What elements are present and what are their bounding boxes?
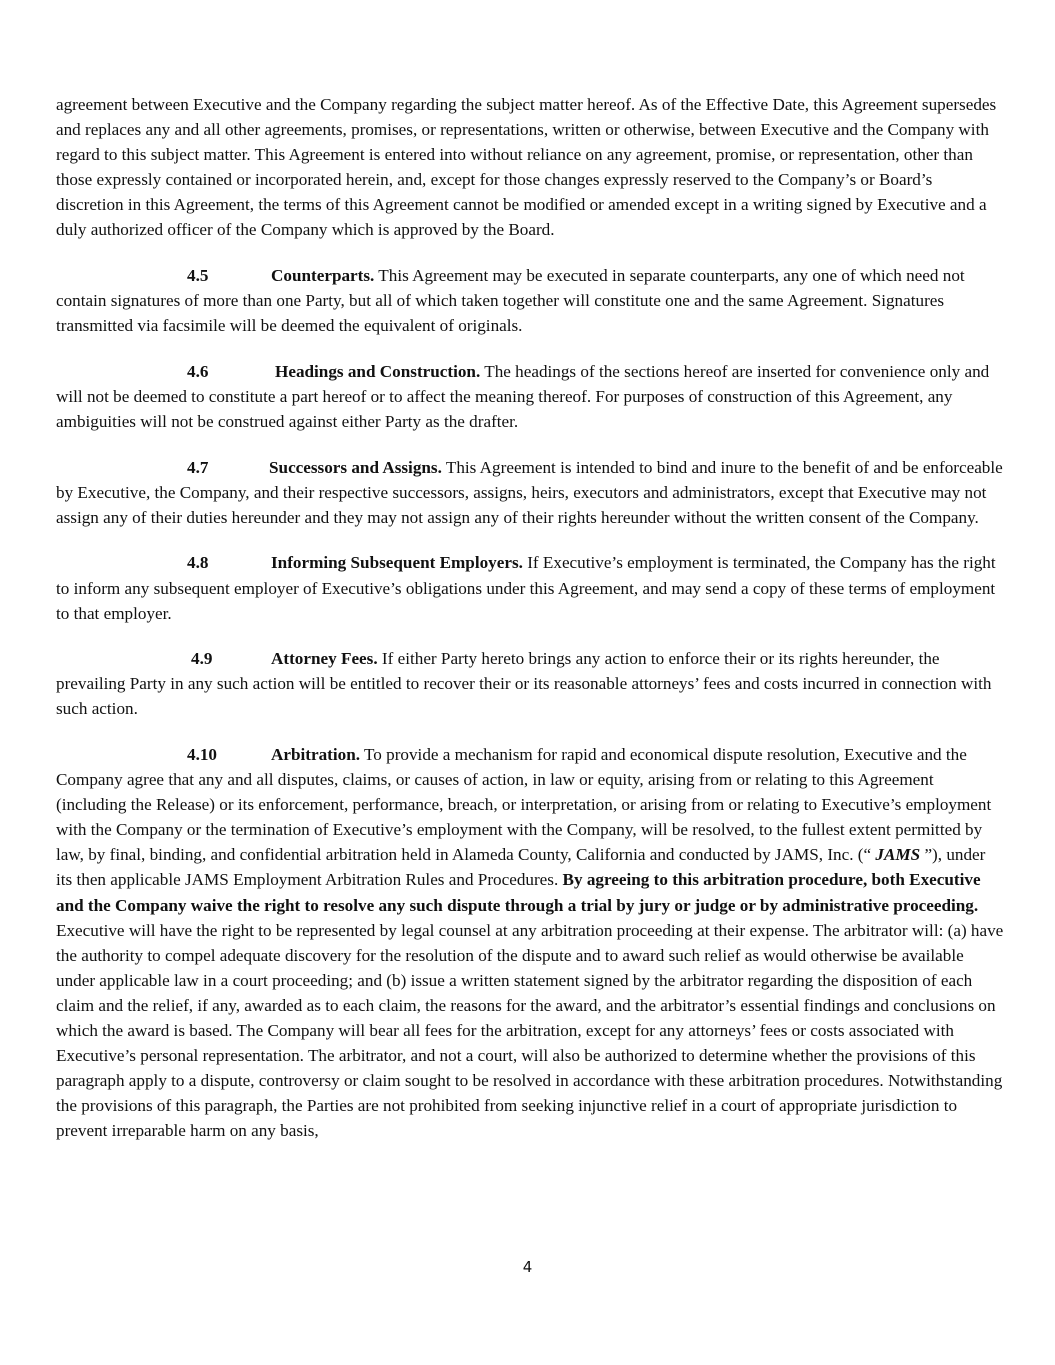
section-body: The headings of the sections hereof are inserted for convenience only and will not be deemed to constitute a part hereof or to affect the meaning thereof. For purposes of construction of this Agreement, any ambiguities will not be construed against either Party as the drafter. xyxy=(56,361,990,432)
section-body: This Agreement is intended to bind and inure to the benefit of and be enforceable by Executive, the Company, and their respective successors, assigns, heirs, executors and administrators, except that Executive may not assign any of their duties hereunder and they may not assign any of their rights hereunder without the written consent of the Company. xyxy=(56,457,1003,527)
section-body-part-1: To provide a mechanism for rapid and economical dispute resolution, Executive and the Company agree that any and all disputes, claims, or causes of action, in law or equity, arising from or relating to this Agreement (including the Release) or its enforcement, performance, breach, or interpretation, or arising from or relating to Executive’s employment with the Company or the termination of Executive’s employment with the Company, will be resolved, to the fullest extent permitted by law, by final, binding, and confidential arbitration held in Alameda County, California and conducted by JAMS, Inc. (“ xyxy=(56,744,992,865)
section-body-part-3: Executive will have the right to be represented by legal counsel at any arbitration proceeding at their expense. The arbitrator will: (a) have the authority to compel adequate discovery for the resolution of the dispute and to award such relief as would otherwise be available under applicable law in a court proceeding; and (b) issue a written statement signed by the arbitrator regarding the disposition of each claim and the relief, if any, awarded as to each claim, the reasons for the award, and the arbitrator’s essential findings and conclusions on which the award is based. The Company will bear all fees for the arbitration, except for any attorneys’ fees or costs associated with Executive’s personal representation. The arbitrator, and not a court, will also be authorized to determine whether the provisions of this paragraph apply to a dispute, controversy or claim sought to be resolved in accordance with these arbitration procedures. Notwithstanding the provisions of this paragraph, the Parties are not prohibited from seeking injunctive relief in a court of appropriate jurisdiction to prevent irreparable harm on any basis, xyxy=(56,920,1004,1141)
section-number: 4.9 xyxy=(191,649,213,669)
section-number: 4.10 xyxy=(187,744,217,764)
section-4-5 xyxy=(56,263,1004,338)
section-number: 4.7 xyxy=(187,457,209,477)
defined-term-jams: JAMS xyxy=(871,845,925,865)
jury-waiver-clause: By agreeing to this arbitration procedure, both Executive and the Company waive the right to resolve any such dispute through a trial by jury or judge or by administrative proceeding. xyxy=(56,870,981,915)
section-4-9 xyxy=(56,646,1004,721)
section-title: Successors and Assigns. xyxy=(269,457,442,477)
section-body: If Executive’s employment is terminated, the Company has the right to inform any subsequent employer of Executive’s obligations under this Agreement, and may send a copy of these terms of employment to that employer. xyxy=(56,553,996,623)
section-number: 4.8 xyxy=(187,553,209,573)
section-title: Arbitration. xyxy=(271,744,361,764)
section-title: Headings and Construction. xyxy=(275,361,481,381)
intro-paragraph: agreement between Executive and the Company regarding the subject matter hereof. As of the Effective Date, this Agreement supersedes and replaces any and all other agreements, promises, or representations, written or otherwise, between Executive and the Company with regard to this subject matter. This Agreement is entered into without reliance on any agreement, promise, or representation, other than those expressly contained or incorporated herein, and, except for those changes expressly reserved to the Company’s or Board’s discretion in this Agreement, the terms of this Agreement cannot be modified or amended except in a writing signed by Executive and a duly authorized officer of the Company which is approved by the Board. xyxy=(56,95,997,240)
document-page xyxy=(56,92,1004,1164)
section-4-7 xyxy=(56,455,1004,530)
section-4-6 xyxy=(56,359,1004,434)
section-title: Attorney Fees. xyxy=(271,649,378,669)
section-number: 4.5 xyxy=(187,266,209,286)
section-title: Counterparts. xyxy=(271,266,375,286)
section-4-8 xyxy=(56,550,1004,625)
section-body-part-2: ”), under its then applicable JAMS Employment Arbitration Rules and Procedures. xyxy=(56,845,986,890)
section-body: This Agreement may be executed in separate counterparts, any one of which need not contain signatures of more than one Party, but all of which taken together will constitute one and the same Agreement. Signatures transmitted via facsimile will be deemed the equivalent of originals. xyxy=(56,266,965,336)
page-number: 4 xyxy=(522,1258,533,1276)
section-4-10 xyxy=(56,742,1004,1144)
section-title: Informing Subsequent Employers. xyxy=(271,553,523,573)
section-number: 4.6 xyxy=(187,361,209,381)
section-body: If either Party hereto brings any action to enforce their or its rights hereunder, the prevailing Party in any such action will be entitled to recover their or its reasonable attorneys’ fees and costs incurred in connection with such action. xyxy=(56,649,992,719)
